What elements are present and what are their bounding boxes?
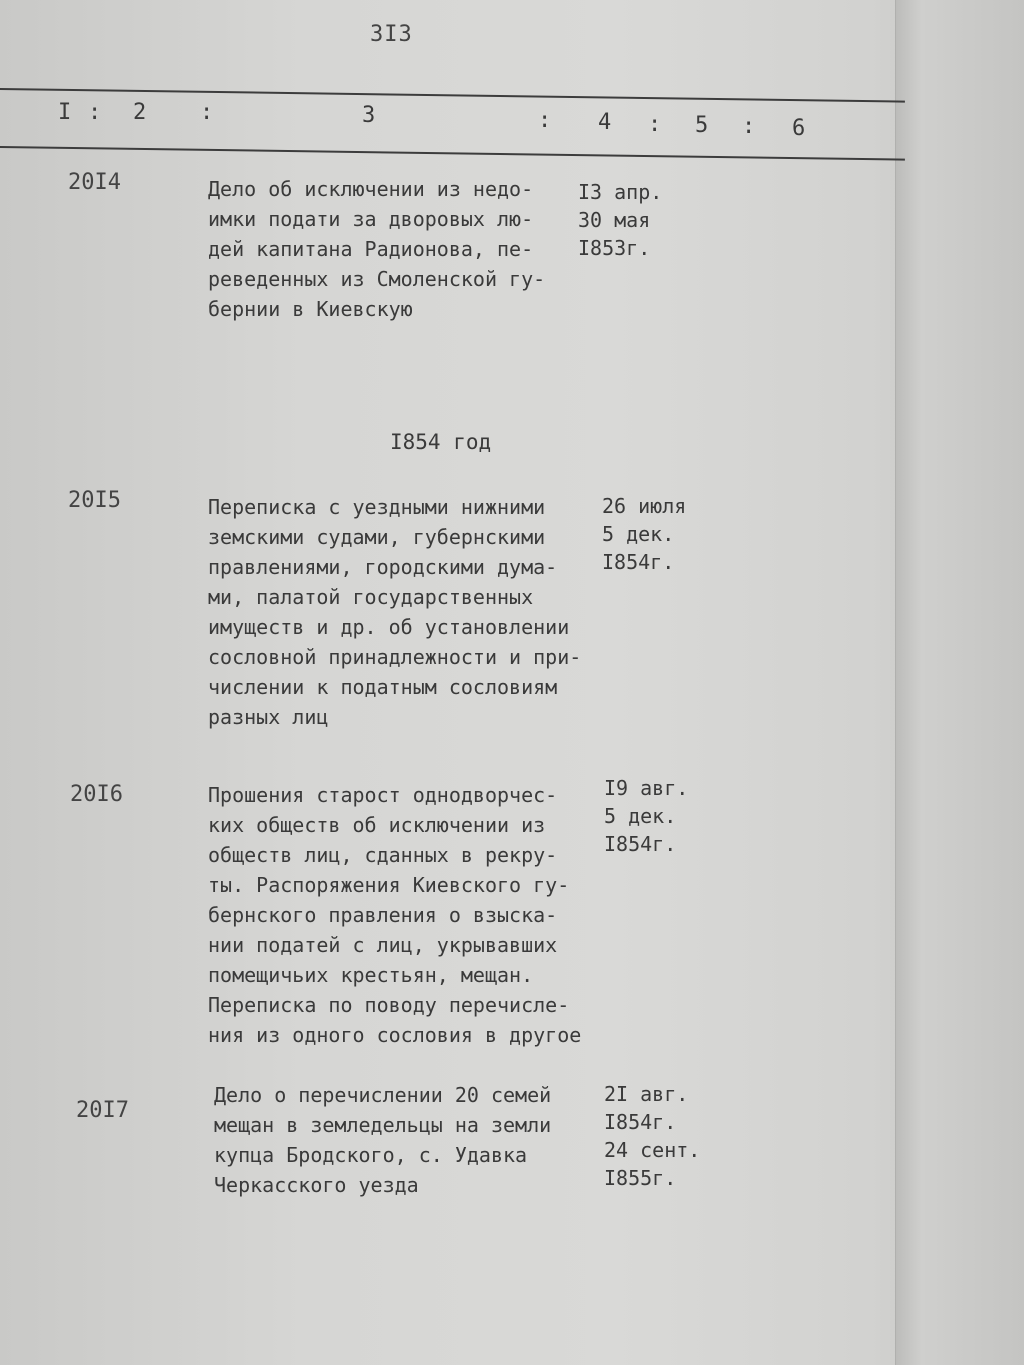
description-line: мещан в земледельцы на земли (214, 1113, 552, 1137)
column-separator: : (648, 112, 662, 137)
entry-description (208, 174, 603, 324)
entry-description (208, 492, 603, 732)
column-header-1: I (58, 100, 72, 125)
description-line: реведенных из Смоленской гу- (208, 267, 546, 291)
description-line: Переписка по поводу перечисле- (208, 993, 570, 1017)
entry-number: 20I6 (70, 782, 123, 807)
date-line: 30 мая (578, 208, 651, 232)
description-line: дей капитана Радионова, пе- (208, 237, 534, 261)
date-line: I854г. (604, 1110, 677, 1134)
date-line: I3 апр. (578, 180, 663, 204)
description-line: ния из одного сословия в другое (208, 1023, 582, 1047)
description-line: бернского правления о взыска- (208, 903, 558, 927)
description-line: помещичьих крестьян, мещан. (208, 963, 534, 987)
entry-dates (604, 1080, 744, 1192)
description-line: правлениями, городскими дума- (208, 555, 558, 579)
entry-number: 20I5 (68, 488, 121, 513)
description-line: имуществ и др. об установлении (208, 615, 570, 639)
description-line: имки подати за дворовых лю- (208, 207, 534, 231)
description-line: ких обществ об исключении из (208, 813, 546, 837)
description-line: ты. Распоряжения Киевского гу- (208, 873, 570, 897)
description-line: числении к податным сословиям (208, 675, 558, 699)
column-separator: : (538, 108, 552, 133)
date-line: I853г. (578, 236, 651, 260)
description-line: сословной принадлежности и при- (208, 645, 582, 669)
date-line: I855г. (604, 1166, 677, 1190)
date-line: 5 дек. (604, 804, 677, 828)
column-separator: : (200, 100, 214, 125)
column-header-2: 2 (133, 100, 147, 125)
entry-dates (578, 178, 718, 262)
entry-number: 20I7 (76, 1098, 129, 1123)
description-line: Прошения старост однодворчес- (208, 783, 558, 807)
entry-number: 20I4 (68, 170, 121, 195)
description-line: бернии в Киевскую (208, 297, 413, 321)
date-line: I854г. (602, 550, 675, 574)
description-line: земскими судами, губернскими (208, 525, 546, 549)
description-line: Дело о перечислении 20 семей (214, 1083, 552, 1107)
column-header-3: 3 (362, 103, 376, 128)
description-line: Черкасского уезда (214, 1173, 419, 1197)
description-line: нии податей с лиц, укрывавших (208, 933, 558, 957)
entry-dates (602, 492, 742, 576)
entry-dates (604, 774, 744, 858)
date-line: I854г. (604, 832, 677, 856)
column-separator: : (88, 100, 102, 125)
date-line: I9 авг. (604, 776, 689, 800)
entry-description (208, 780, 603, 1050)
description-line: разных лиц (208, 705, 329, 729)
next-sheet-edge (895, 0, 1024, 1365)
description-line: обществ лиц, сданных в рекру- (208, 843, 558, 867)
description-line: купца Бродского, с. Удавка (214, 1143, 528, 1167)
page-number: 3I3 (370, 22, 413, 47)
date-line: 26 июля (602, 494, 687, 518)
description-line: Дело об исключении из недо- (208, 177, 534, 201)
column-header-6: 6 (792, 116, 806, 141)
column-header-5: 5 (695, 113, 709, 138)
year-heading: I854 год (390, 430, 492, 454)
description-line: ми, палатой государственных (208, 585, 534, 609)
header-rule-bottom (0, 146, 905, 161)
date-line: 2I авг. (604, 1082, 689, 1106)
entry-description (214, 1080, 609, 1200)
date-line: 5 дек. (602, 522, 675, 546)
column-separator: : (742, 114, 756, 139)
column-header-4: 4 (598, 110, 612, 135)
date-line: 24 сент. (604, 1138, 701, 1162)
description-line: Переписка с уездными нижними (208, 495, 546, 519)
